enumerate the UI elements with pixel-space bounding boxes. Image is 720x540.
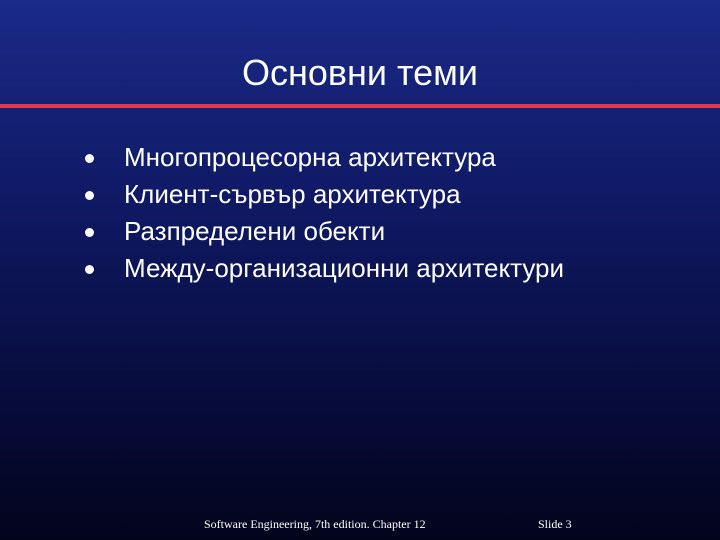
bullet-text: Между-организационни архитектури [124,253,565,283]
slide-title: Основни теми [242,52,478,93]
bullet-icon [85,228,94,237]
bullet-text: Разпределени обекти [124,216,386,246]
list-item [0,177,720,214]
bullet-icon [85,191,94,200]
bullet-text: Клиент-сървър архитектура [124,179,461,209]
footer-text: Software Engineering, 7th edition. Chapter 12 [204,517,426,531]
title-divider [0,104,720,108]
slide-number: Slide 3 [538,517,572,531]
bullet-list [0,140,720,288]
list-item [0,140,720,177]
bullet-icon [85,265,94,274]
bullet-icon [85,154,94,163]
list-item [0,214,720,251]
list-item [0,251,720,288]
bullet-text: Многопроцесорна архитектура [124,142,496,172]
